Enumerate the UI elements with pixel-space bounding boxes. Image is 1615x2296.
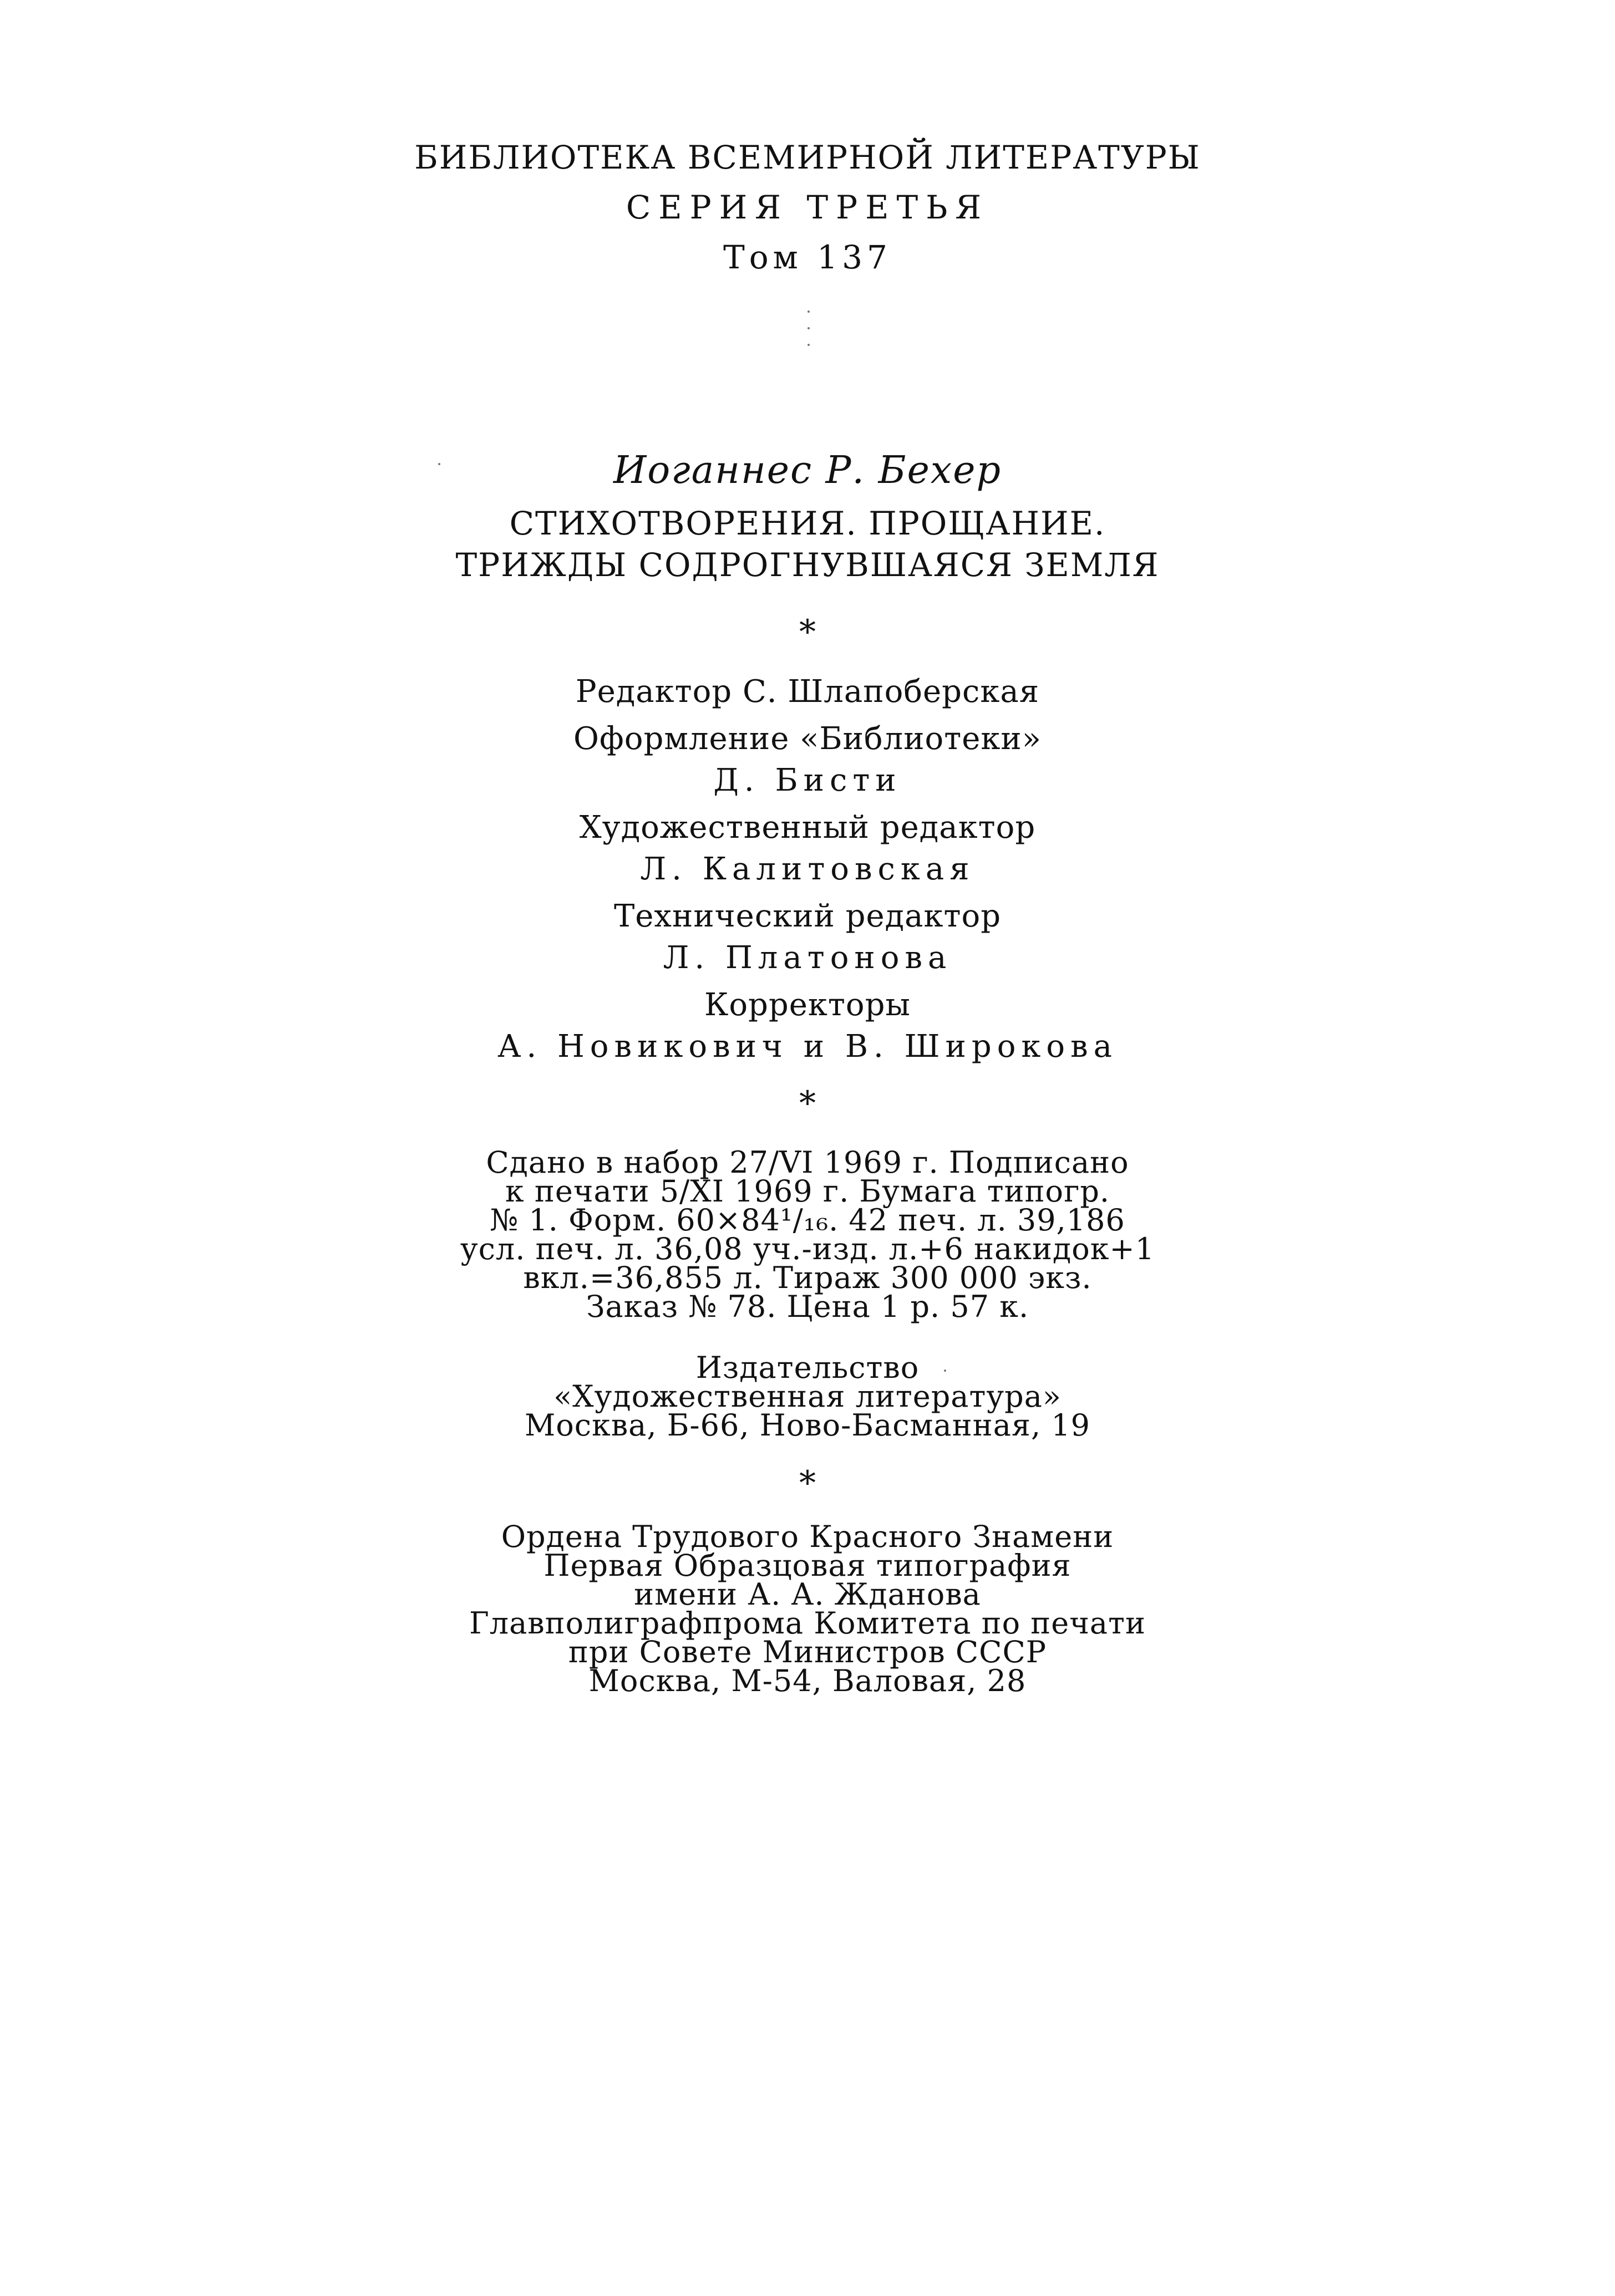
publisher-line: «Художественная литература» (553, 1379, 1062, 1414)
art-editor-name: Л. Калитовская (640, 851, 975, 887)
correctors-names: А. Новикович и В. Широкова (497, 1029, 1118, 1065)
design-label: Оформление «Библиотеки» (573, 721, 1042, 757)
volume-number: Том 137 (723, 238, 892, 276)
separator-asterisk: * (799, 1084, 816, 1123)
printer-line: Главполиграфпрома Комитета по печати (469, 1606, 1146, 1641)
publisher-line: Москва, Б-66, Ново-Басманная, 19 (524, 1408, 1091, 1443)
print-info-line: № 1. Форм. 60×84¹/₁₆. 42 печ. л. 39,186 (490, 1203, 1125, 1238)
editor-credit: Редактор С. Шлапоберская (575, 674, 1040, 710)
printer-line: Первая Образцовая типография (544, 1548, 1071, 1583)
scan-speck (808, 327, 810, 329)
print-info-line: Заказ № 78. Цена 1 р. 57 к. (586, 1289, 1029, 1324)
book-title-line-2: ТРИЖДЫ СОДРОГНУВШАЯСЯ ЗЕМЛЯ (455, 546, 1160, 584)
separator-asterisk: * (799, 1464, 816, 1503)
scan-speck (808, 344, 810, 346)
print-info-line: Сдано в набор 27/VI 1969 г. Подписано (486, 1145, 1129, 1180)
series-name: СЕРИЯ ТРЕТЬЯ (626, 189, 989, 226)
print-info-line: вкл.=36,855 л. Тираж 300 000 экз. (523, 1260, 1092, 1295)
art-editor-label: Художественный редактор (579, 810, 1036, 846)
tech-editor-name: Л. Платонова (663, 940, 952, 976)
print-info-line: усл. печ. л. 36,08 уч.-изд. л.+6 накидок+1 (460, 1231, 1155, 1266)
correctors-label: Корректоры (704, 987, 911, 1023)
book-author: Иоганнес Р. Бехер (613, 449, 1002, 492)
series-library-heading: БИБЛИОТЕКА ВСЕМИРНОЙ ЛИТЕРАТУРЫ (414, 139, 1201, 176)
print-info-line: к печати 5/XI 1969 г. Бумага типогр. (505, 1174, 1110, 1209)
printer-line: Москва, М-54, Валовая, 28 (588, 1663, 1027, 1698)
tech-editor-label: Технический редактор (613, 898, 1002, 934)
scan-speck (808, 310, 810, 313)
separator-asterisk: * (799, 613, 816, 651)
scan-speck (944, 1370, 946, 1372)
printer-line: имени А. А. Жданова (634, 1577, 981, 1612)
publisher-line: Издательство (695, 1350, 920, 1385)
printer-line: при Совете Министров СССР (568, 1635, 1047, 1669)
book-title-line-1: СТИХОТВОРЕНИЯ. ПРОЩАНИЕ. (509, 505, 1106, 542)
design-name: Д. Бисти (713, 762, 902, 798)
scan-speck (438, 463, 440, 465)
printer-line: Ордена Трудового Красного Знамени (501, 1519, 1114, 1554)
